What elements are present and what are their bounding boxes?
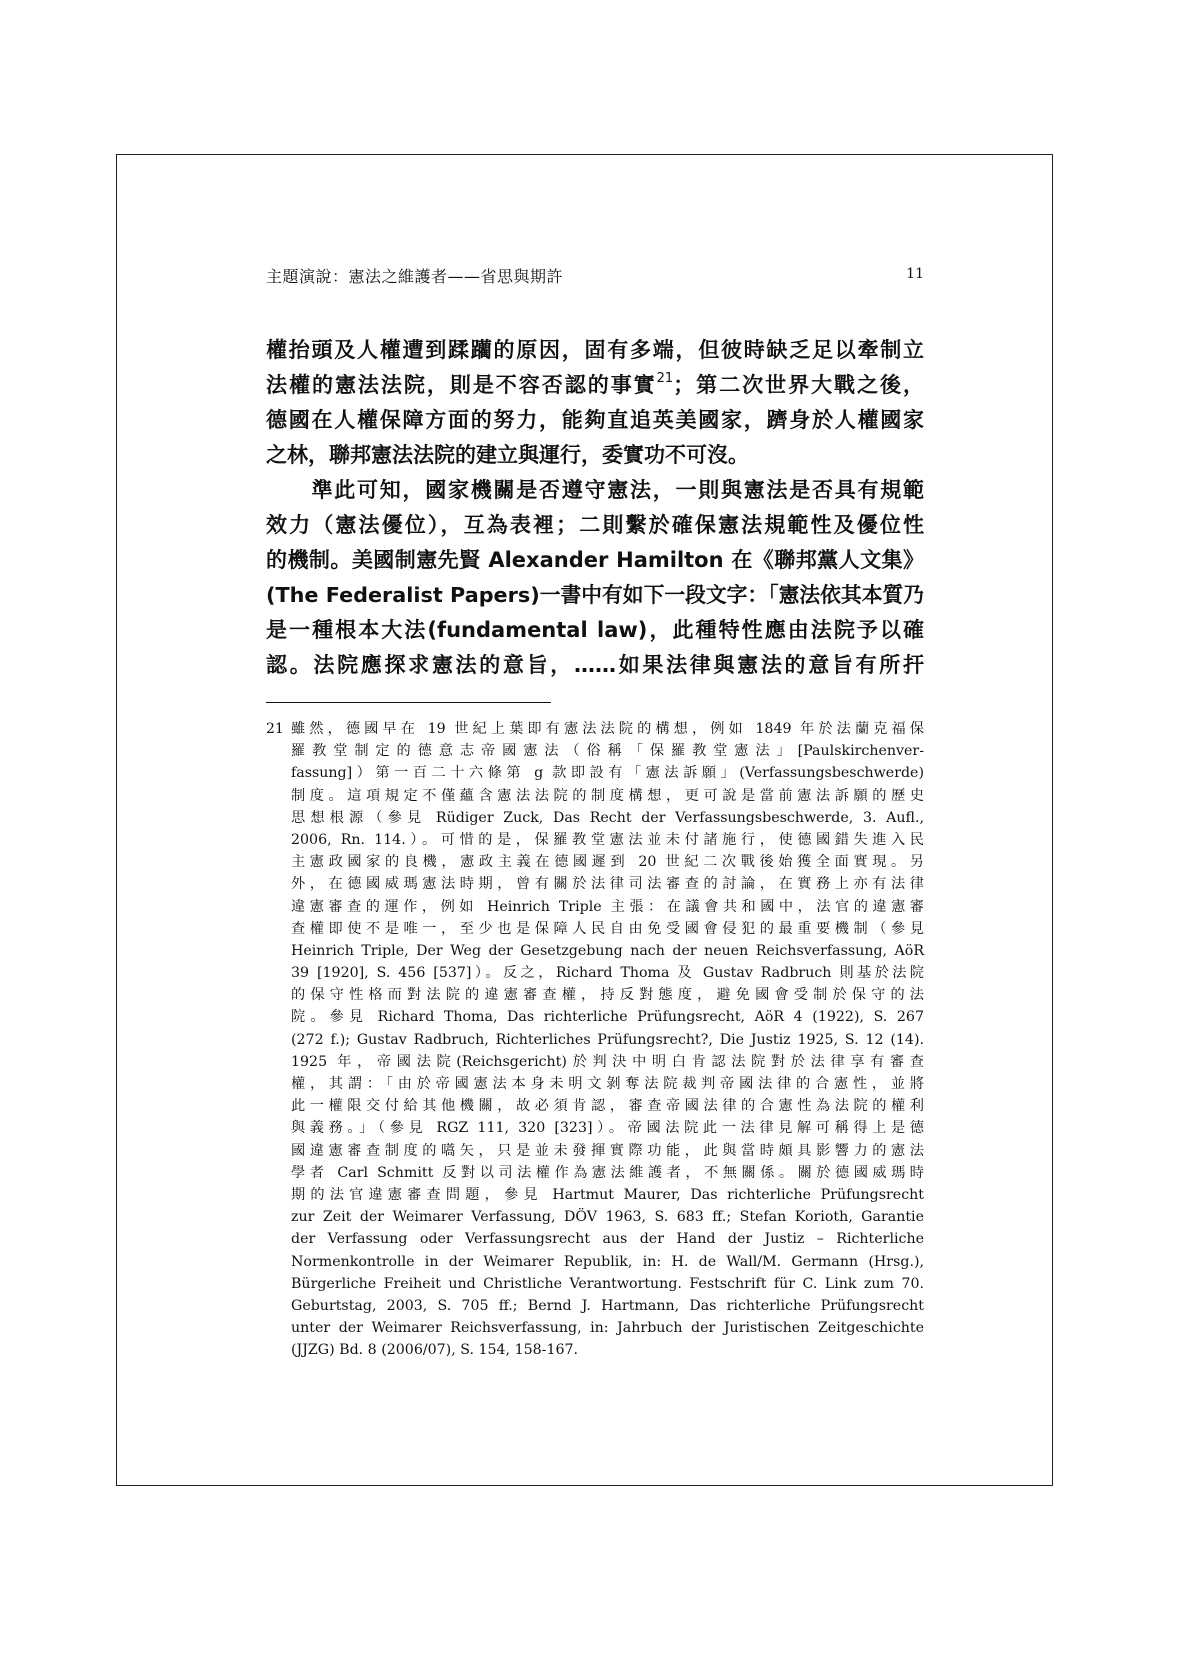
footnote-line: 羅教堂制定的德意志帝國憲法（俗稱「保羅教堂憲法」[Paulskirchenver-: [291, 743, 924, 760]
footnote-line: 思想根源（參見 Rüdiger Zuck, Das Recht der Verfassungsbeschwerde, 3. Aufl.,: [291, 809, 924, 826]
running-title: 主題演說：憲法之維護者——省思與期許: [266, 267, 564, 286]
footnote-line: fassung]）第一百二十六條第 g 款即設有「憲法訴願」(Verfassungsbeschwerde): [291, 765, 924, 782]
body-line-text: 的機制。美國制憲先賢 Alexander Hamilton 在《聯邦黨人文集》: [266, 548, 924, 572]
footnote-line: 與義務。」（參見 RGZ 111, 320 [323]）。帝國法院此一法律見解可稱得上是德: [291, 1120, 924, 1137]
running-header: [266, 264, 924, 288]
body-line-text: 是一種根本大法(fundamental law)，此種特性應由法院予以確: [266, 618, 924, 642]
body-line: [266, 613, 924, 648]
footnote-separator: [266, 702, 551, 703]
body-line-text: 之林，聯邦憲法法院的建立與運行，委實功不可沒。: [266, 443, 749, 467]
footnote-line: Normenkontrolle in der Weimarer Republik, in: H. de Wall/M. Germann (Hrsg.),: [291, 1253, 924, 1270]
footnote-text: [291, 718, 924, 1361]
footnote-line: der Verfassung oder Verfassungsrecht aus der Hand der Justiz – Richterliche: [291, 1231, 924, 1248]
footnote-line: 外，在德國威瑪憲法時期，曾有關於法律司法審查的討論，在實務上亦有法律: [291, 876, 924, 893]
footnote-line: zur Zeit der Weimarer Verfassung, DÖV 1963, S. 683 ff.; Stefan Korioth, Garantie: [291, 1209, 924, 1226]
footnote-line: Bürgerliche Freiheit und Christliche Verantwortung. Festschrift für C. Link zum 70.: [291, 1275, 924, 1292]
body-line-text: 認。法院應探求憲法的意旨，……如果法律與憲法的意旨有所扞: [266, 653, 924, 677]
footnote-line: 此一權限交付給其他機關，故必須肯認，審查帝國法律的合憲性為法院的權利: [291, 1098, 924, 1115]
footnote-line: Geburtstag, 2003, S. 705 ff.; Bernd J. Hartmann, Das richterliche Prüfungsrecht: [291, 1297, 924, 1314]
body-line: [266, 543, 924, 578]
footnote-line: 國違憲審查制度的嚆矢，只是並未發揮實際功能，此與當時頗具影響力的憲法: [291, 1142, 924, 1159]
body-line: [266, 578, 924, 613]
footnote-line: 權，其謂：「由於帝國憲法本身未明文剝奪法院裁判帝國法律的合憲性，並將: [291, 1076, 924, 1092]
footnote-line: 雖然，德國早在 19 世紀上葉即有憲法法院的構想，例如 1849 年於法蘭克福保: [291, 721, 924, 737]
body-line-text: 德國在人權保障方面的努力，能夠直追英美國家，躋身於人權國家: [266, 408, 924, 432]
footnote-reference: 21: [656, 371, 674, 386]
body-line: [266, 648, 924, 683]
footnote-line: unter der Weimarer Reichsverfassung, in: Jahrbuch der Juristischen Zeitgeschichte: [291, 1320, 924, 1337]
body-line-text: 效力（憲法優位），互為表裡；二則繫於確保憲法規範性及優位性: [266, 513, 924, 537]
footnote-line: 制度。這項規定不僅蘊含憲法法院的制度構想，更可說是當前憲法訴願的歷史: [291, 787, 924, 804]
page-number: 11: [906, 266, 924, 282]
body-line-text: 權抬頭及人權遭到蹂躪的原因，固有多端，但彼時缺乏足以牽制立: [266, 338, 924, 362]
footnote-line: 39 [1920], S. 456 [537]）。反之，Richard Thoma 及 Gustav Radbruch 則基於法院: [291, 965, 924, 982]
footnote-line: (272 f.); Gustav Radbruch, Richterliches Prüfungsrecht?, Die Justiz 1925, S. 12 (14).: [291, 1031, 924, 1048]
footnote-line: Heinrich Triple, Der Weg der Gesetzgebung nach der neuen Reichsverfassung, AöR: [291, 942, 924, 959]
body-line: [266, 438, 924, 473]
footnote-line: (JJZG) Bd. 8 (2006/07), S. 154, 158-167.: [291, 1342, 579, 1359]
footnote-line: 2006, Rn. 114.）。可惜的是，保羅教堂憲法並未付諸施行，使德國錯失進入民: [291, 831, 924, 848]
footnote-line: 院。參見 Richard Thoma, Das richterliche Prüfungsrecht, AöR 4 (1922), S. 267: [291, 1009, 924, 1026]
body-line: [266, 473, 924, 508]
footnote-number: 21: [266, 721, 284, 737]
footnote-line: 學者 Carl Schmitt 反對以司法權作為憲法維護者，不無關係。關於德國威瑪時: [291, 1164, 924, 1181]
body-line-text: ；第二次世界大戰之後，: [673, 373, 924, 397]
body-line: [266, 508, 924, 543]
footnote-line: 期的法官違憲審查問題，參見 Hartmut Maurer, Das richterliche Prüfungsrecht: [291, 1186, 924, 1203]
footnote-line: 違憲審查的運作，例如 Heinrich Triple 主張：在議會共和國中，法官的違憲審: [291, 898, 924, 915]
body-line-text: 準此可知，國家機關是否遵守憲法，一則與憲法是否具有規範: [266, 478, 924, 502]
body-line: [266, 368, 924, 403]
body-line-text: 法權的憲法法院，則是不容否認的事實: [266, 373, 657, 397]
footnote-line: 主憲政國家的良機，憲政主義在德國遲到 20 世紀二次戰後始獲全面實現。另: [291, 854, 924, 871]
body-line-text: (The Federalist Papers)一書中有如下一段文字：「憲法依其本質乃: [266, 583, 924, 607]
footnote-line: 的保守性格而對法院的違憲審查權，持反對態度，避免國會受制於保守的法: [291, 987, 924, 1004]
footnote-line: 1925 年，帝國法院(Reichsgericht)於判決中明白肯認法院對於法律享有審查: [291, 1053, 924, 1070]
body-text: [266, 333, 924, 683]
body-line: [266, 403, 924, 438]
body-line: [266, 333, 924, 368]
footnote-line: 查權即使不是唯一，至少也是保障人民自由免受國會侵犯的最重要機制（參見: [291, 920, 924, 937]
